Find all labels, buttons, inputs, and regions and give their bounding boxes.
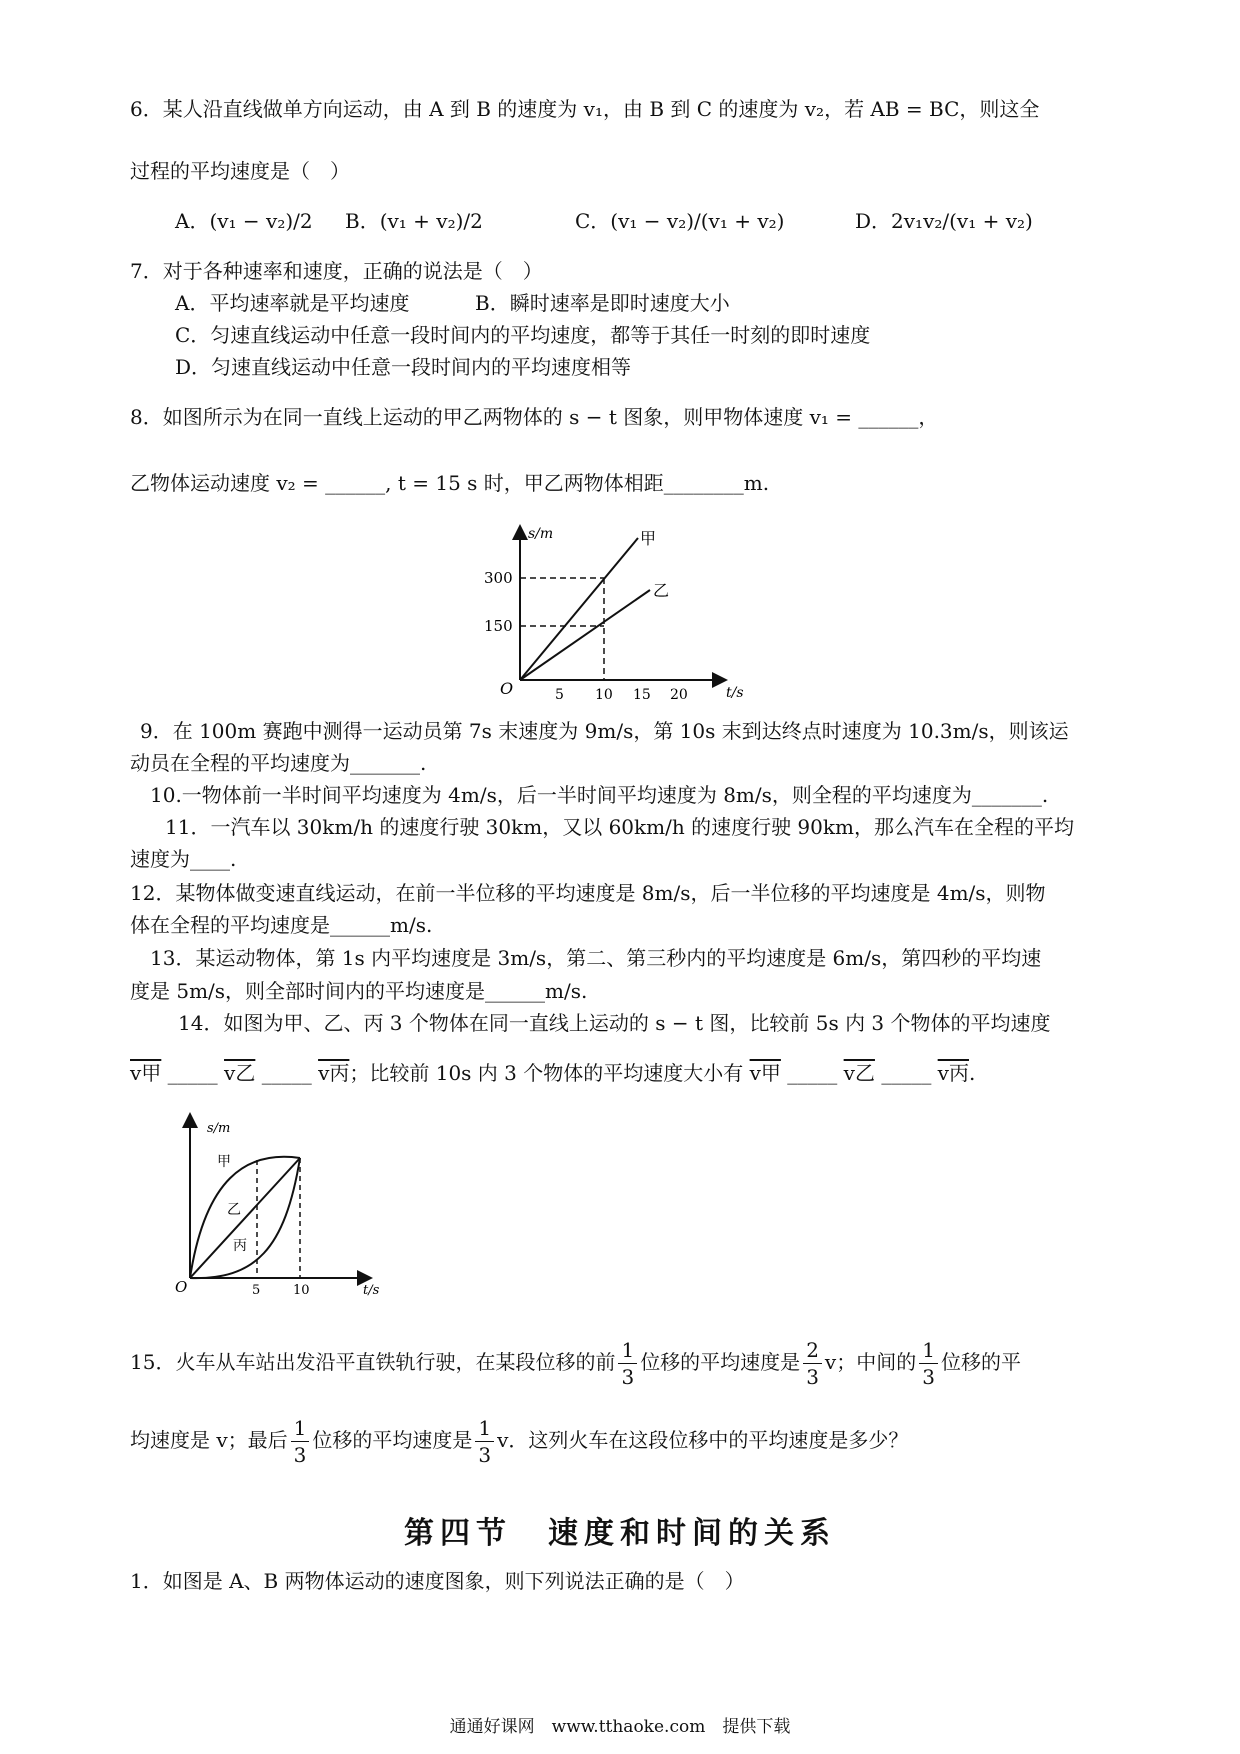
q14-x-label: t/s bbox=[363, 1283, 380, 1298]
q14-xtick-10: 10 bbox=[293, 1283, 310, 1298]
q15-part1: 15．火车从车站出发沿平直铁轨行驶，在某段位移的前 bbox=[130, 1350, 616, 1374]
q8-line-jia bbox=[520, 538, 638, 680]
q14-blank-1: _____ bbox=[167, 1061, 218, 1085]
frac-den: 3 bbox=[621, 1365, 635, 1389]
q11-line2: 速度为____. bbox=[130, 847, 237, 871]
q11-line1: 11．一汽车以 30km/h 的速度行驶 30km，又以 60km/h 的速度行驶 90km，那么汽车在全程的平均 bbox=[165, 815, 1074, 839]
q6-line2: 过程的平均速度是（ ） bbox=[130, 159, 350, 183]
q7-option-d: D．匀速直线运动中任意一段时间内的平均速度相等 bbox=[175, 355, 632, 379]
q15-line1 bbox=[130, 1332, 1021, 1392]
q15-part5: 均速度是 v；最后 bbox=[130, 1428, 288, 1452]
q14-blank-2: _____ bbox=[261, 1061, 312, 1085]
frac-num: 1 bbox=[919, 1337, 938, 1364]
q15-part7: v．这列火车在这段位移中的平均速度是多少？ bbox=[497, 1428, 909, 1452]
q15-part2: 位移的平均速度是 bbox=[640, 1350, 801, 1374]
q14-blank-3: _____ bbox=[787, 1061, 838, 1085]
section-title: 第四节 速度和时间的关系 bbox=[404, 1516, 836, 1551]
frac-num: 1 bbox=[475, 1415, 494, 1442]
q14-line1: 14．如图为甲、乙、丙 3 个物体在同一直线上运动的 s − t 图，比较前 5s 内 3 个物体的平均速度 bbox=[178, 1011, 1051, 1035]
q12-line2: 体在全程的平均速度是______m/s. bbox=[130, 913, 433, 937]
q15-frac-2 bbox=[803, 1337, 822, 1390]
q8-origin: O bbox=[500, 679, 514, 698]
frac-den: 3 bbox=[806, 1365, 819, 1389]
q14-middle: ；比较前 10s 内 3 个物体的平均速度大小有 bbox=[349, 1061, 744, 1085]
q6-option-c: C．(v₁ − v₂)/(v₁ + v₂) bbox=[575, 209, 785, 233]
q7-option-b: B．瞬时速率是即时速度大小 bbox=[475, 291, 730, 315]
q8-x-label: t/s bbox=[726, 685, 744, 701]
q14-line2 bbox=[130, 1060, 975, 1086]
q14-v-jia-2: v甲 bbox=[749, 1061, 781, 1085]
frac-den: 3 bbox=[922, 1365, 935, 1389]
q14-blank-4: _____ bbox=[881, 1061, 932, 1085]
q12-line1: 12．某物体做变速直线运动，在前一半位移的平均速度是 8m/s，后一半位移的平均速度是 4m/s，则物 bbox=[130, 881, 1046, 905]
frac-num: 1 bbox=[618, 1337, 637, 1364]
q8-line1: 8．如图所示为在同一直线上运动的甲乙两物体的 s − t 图象，则甲物体速度 v₁ = ______， bbox=[130, 405, 939, 429]
q14-v-jia-1: v甲 bbox=[130, 1061, 162, 1085]
q14-series-jia: 甲 bbox=[217, 1154, 231, 1170]
q14-end: . bbox=[968, 1061, 976, 1085]
q14-v-bing-1: v丙 bbox=[318, 1061, 350, 1085]
q15-frac-1 bbox=[618, 1337, 637, 1390]
frac-num: 1 bbox=[291, 1415, 310, 1442]
q15-part3: v；中间的 bbox=[824, 1350, 917, 1374]
q13-line2: 度是 5m/s，则全部时间内的平均速度是______m/s. bbox=[130, 979, 588, 1003]
q8-xtick-15: 15 bbox=[633, 687, 651, 702]
q8-ytick-300: 300 bbox=[484, 569, 513, 587]
q8-xtick-5: 5 bbox=[555, 687, 564, 702]
q8-y-label: s/m bbox=[528, 526, 554, 542]
q8-xtick-10: 10 bbox=[595, 687, 613, 702]
q13-line1: 13．某运动物体，第 1s 内平均速度是 3m/s，第二、第三秒内的平均速度是 6m/s，第四秒的平均速 bbox=[150, 946, 1042, 970]
q14-v-bing-2: v丙 bbox=[937, 1061, 969, 1085]
q14-y-label: s/m bbox=[207, 1121, 231, 1136]
q14-series-bing: 丙 bbox=[233, 1238, 247, 1254]
q6-line1: 6．某人沿直线做单方向运动，由 A 到 B 的速度为 v₁，由 B 到 C 的速度为 v₂，若 AB = BC，则这全 bbox=[130, 97, 1040, 121]
q8-st-graph bbox=[470, 522, 750, 702]
q6-option-d: D．2v₁v₂/(v₁ + v₂) bbox=[855, 209, 1033, 233]
q8-series-yi: 乙 bbox=[653, 581, 670, 600]
q15-part6: 位移的平均速度是 bbox=[312, 1428, 473, 1452]
q10-line: 10.一物体前一半时间平均速度为 4m/s，后一半时间平均速度为 8m/s，则全程的平均速度为_______. bbox=[150, 783, 1049, 807]
q7-option-c: C．匀速直线运动中任意一段时间内的平均速度，都等于其任一时刻的即时速度 bbox=[175, 323, 871, 347]
q14-v-yi-1: v乙 bbox=[224, 1061, 256, 1085]
q6-option-b: B．(v₁ + v₂)/2 bbox=[345, 209, 483, 233]
q15-line2 bbox=[130, 1410, 908, 1470]
q7-option-a: A．平均速率就是平均速度 bbox=[175, 291, 410, 315]
q8-line2: 乙物体运动速度 v₂ = ______, t = 15 s 时，甲乙两物体相距________m. bbox=[130, 471, 770, 495]
q14-origin: O bbox=[175, 1278, 188, 1296]
frac-den: 3 bbox=[293, 1443, 307, 1467]
frac-den: 3 bbox=[478, 1443, 492, 1467]
q14-v-yi-2: v乙 bbox=[843, 1061, 875, 1085]
s4-q1: 1．如图是 A、B 两物体运动的速度图象，则下列说法正确的是（ ） bbox=[130, 1569, 745, 1593]
q15-frac-5 bbox=[475, 1415, 494, 1468]
q9-line2: 动员在全程的平均速度为_______. bbox=[130, 751, 427, 775]
q8-line-yi bbox=[520, 590, 650, 680]
q15-part4: 位移的平 bbox=[940, 1350, 1021, 1374]
q15-frac-3 bbox=[919, 1337, 938, 1390]
q14-xtick-5: 5 bbox=[252, 1283, 261, 1298]
frac-num: 2 bbox=[803, 1337, 822, 1364]
q6-option-a: A．(v₁ − v₂)/2 bbox=[175, 209, 313, 233]
q14-line-yi bbox=[190, 1158, 300, 1278]
q14-st-graph bbox=[165, 1110, 395, 1300]
q8-ytick-150: 150 bbox=[484, 617, 513, 635]
q15-frac-4 bbox=[291, 1415, 310, 1468]
q8-series-jia: 甲 bbox=[640, 529, 657, 548]
q9-line1: 9．在 100m 赛跑中测得一运动员第 7s 末速度为 9m/s，第 10s 末到达终点时速度为 10.3m/s，则该运 bbox=[140, 719, 1069, 743]
q7-stem: 7．对于各种速率和速度，正确的说法是（ ） bbox=[130, 259, 543, 283]
footer-source: 通通好课网 www.tthaoke.com 提供下载 bbox=[449, 1717, 791, 1737]
q8-xtick-20: 20 bbox=[670, 687, 688, 702]
q14-series-yi: 乙 bbox=[227, 1202, 241, 1218]
